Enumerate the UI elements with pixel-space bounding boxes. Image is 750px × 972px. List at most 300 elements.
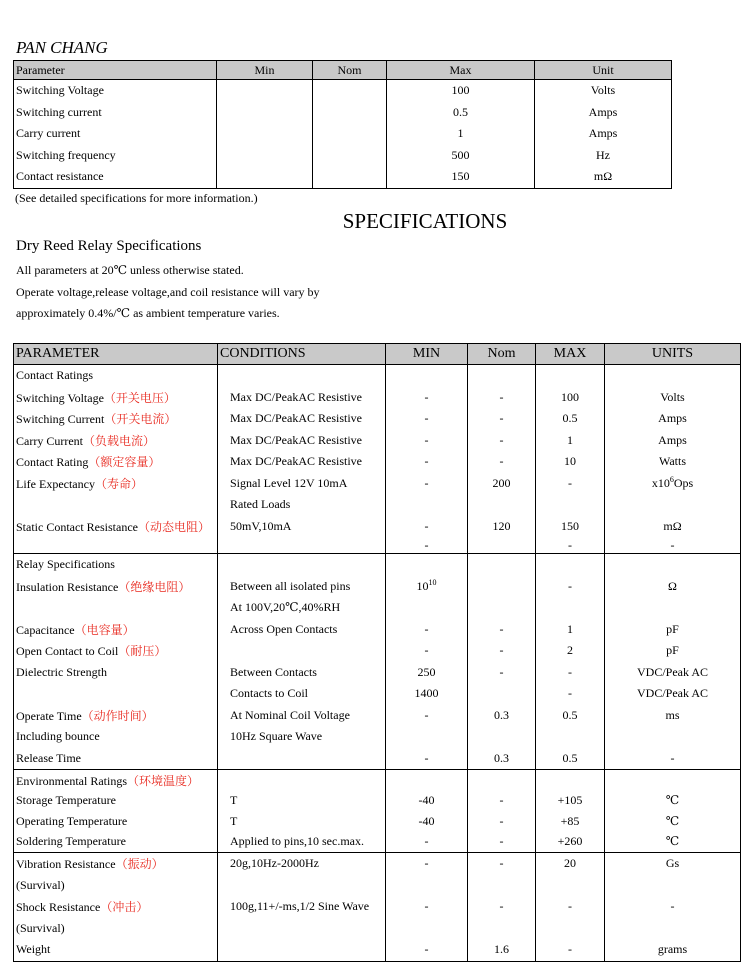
parameter-name: Environmental Ratings	[16, 773, 127, 788]
unit-value: Gs	[665, 856, 680, 871]
spec-cell-conditions: Contacts to Coil	[218, 683, 386, 705]
spec-cell-parameter	[14, 726, 218, 748]
spec-cell-units	[605, 705, 741, 727]
spec-cell-conditions: 50mV,10mA	[218, 516, 386, 538]
spec-cell-min	[386, 408, 468, 430]
spec-row	[14, 939, 741, 961]
parameter-name: Vibration Resistance	[16, 857, 116, 872]
parameter-chinese-name: （电容量）	[74, 622, 135, 637]
spec-cell-units	[605, 494, 741, 516]
spec-header-min: MIN	[386, 344, 468, 365]
spec-cell-nom	[468, 875, 536, 897]
summary-cell-param: Contact resistance	[14, 166, 217, 188]
min-value: 1400	[414, 686, 439, 701]
min-value: -	[424, 942, 429, 957]
spec-row	[14, 554, 741, 576]
spec-cell-min	[386, 597, 468, 619]
spec-cell-max: 0.5	[536, 408, 605, 430]
spec-cell-conditions	[218, 918, 386, 940]
spec-cell-nom	[468, 494, 536, 516]
spec-cell-units	[605, 516, 741, 538]
spec-cell-units	[605, 832, 741, 853]
spec-cell-nom: -	[468, 451, 536, 473]
spec-cell-min	[386, 365, 468, 387]
spec-cell-conditions	[218, 875, 386, 897]
unit-value: -	[670, 537, 675, 552]
spec-cell-units	[605, 473, 741, 495]
spec-cell-nom: -	[468, 430, 536, 452]
parameter-chinese-name: （耐压）	[118, 644, 167, 659]
spec-cell-min	[386, 537, 468, 554]
spec-cell-nom: 1.6	[468, 939, 536, 961]
min-value: -	[424, 621, 429, 636]
unit-exponent: 6	[669, 475, 674, 485]
spec-cell-units	[605, 875, 741, 897]
spec-header-max: MAX	[536, 344, 605, 365]
spec-row	[14, 896, 741, 918]
parameter-name: Including bounce	[16, 729, 100, 744]
spec-cell-conditions: Between all isolated pins	[218, 576, 386, 598]
summary-cell-nom	[313, 166, 387, 188]
spec-cell-parameter	[14, 619, 218, 641]
spec-cell-parameter	[14, 662, 218, 684]
parameter-name: Release Time	[16, 750, 81, 765]
summary-cell-min	[217, 80, 313, 102]
spec-cell-nom	[468, 726, 536, 748]
spec-cell-min	[386, 554, 468, 576]
spec-cell-nom: -	[468, 640, 536, 662]
parameter-name: (Survival)	[16, 877, 65, 892]
parameter-name: Soldering Temperature	[16, 834, 126, 849]
spec-cell-conditions: Max DC/PeakAC Resistive	[218, 387, 386, 409]
spec-row	[14, 576, 741, 598]
summary-row	[14, 166, 672, 188]
summary-cell-min	[217, 102, 313, 124]
spec-cell-max: -	[536, 576, 605, 598]
spec-row	[14, 365, 741, 387]
spec-row	[14, 451, 741, 473]
unit-value: Watts	[658, 454, 687, 469]
spec-cell-min	[386, 748, 468, 770]
spec-cell-units	[605, 387, 741, 409]
spec-cell-min	[386, 494, 468, 516]
summary-row	[14, 145, 672, 167]
spec-row	[14, 597, 741, 619]
unit-value: Ω	[668, 578, 677, 593]
spec-cell-units	[605, 770, 741, 791]
spec-cell-nom: -	[468, 811, 536, 832]
parameter-name: Contact Ratings	[16, 368, 93, 383]
spec-row	[14, 619, 741, 641]
spec-row	[14, 430, 741, 452]
spec-cell-units	[605, 791, 741, 812]
spec-cell-conditions: At Nominal Coil Voltage	[218, 705, 386, 727]
spec-cell-nom	[468, 365, 536, 387]
min-value: -	[424, 899, 429, 914]
spec-cell-units	[605, 726, 741, 748]
spec-cell-units	[605, 748, 741, 770]
spec-cell-parameter	[14, 408, 218, 430]
spec-cell-max	[536, 875, 605, 897]
min-value: -	[424, 643, 429, 658]
summary-cell-nom	[313, 80, 387, 102]
spec-row	[14, 832, 741, 853]
unit-value: ℃	[665, 813, 680, 828]
spec-cell-min	[386, 640, 468, 662]
spec-cell-min	[386, 473, 468, 495]
summary-row	[14, 123, 672, 145]
spec-cell-min	[386, 619, 468, 641]
summary-cell-nom	[313, 145, 387, 167]
spec-row	[14, 640, 741, 662]
unit-value: VDC/Peak AC	[636, 686, 708, 701]
spec-cell-max: 0.5	[536, 748, 605, 770]
spec-cell-units	[605, 918, 741, 940]
spec-cell-min	[386, 387, 468, 409]
parameter-chinese-name: （环境温度）	[126, 773, 199, 788]
spec-row	[14, 811, 741, 832]
spec-cell-conditions: 10Hz Square Wave	[218, 726, 386, 748]
specifications-table	[13, 343, 741, 962]
spec-cell-units	[605, 811, 741, 832]
parameter-name: Insulation Resistance	[16, 579, 119, 594]
spec-cell-parameter	[14, 918, 218, 940]
spec-header-row	[14, 344, 741, 365]
spec-cell-nom: -	[468, 791, 536, 812]
spec-cell-units	[605, 939, 741, 961]
spec-cell-conditions: Applied to pins,10 sec.max.	[218, 832, 386, 853]
unit-value: Amps	[658, 432, 687, 447]
spec-cell-max: -	[536, 662, 605, 684]
spec-cell-parameter	[14, 791, 218, 812]
spec-cell-conditions	[218, 748, 386, 770]
summary-cell-unit: mΩ	[535, 166, 672, 188]
brand-name: PAN CHANG	[16, 38, 108, 57]
spec-cell-nom: 200	[468, 473, 536, 495]
min-value: -	[424, 834, 429, 849]
section-subtitle: Dry Reed Relay Specifications	[16, 238, 202, 254]
spec-cell-parameter	[14, 875, 218, 897]
spec-cell-max	[536, 494, 605, 516]
parameter-name: Capacitance	[16, 622, 75, 637]
min-value: -	[424, 454, 429, 469]
parameter-name: Operate Time	[16, 708, 82, 723]
parameter-chinese-name: （冲击）	[100, 900, 149, 915]
spec-cell-max: -	[536, 473, 605, 495]
parameter-name: Dielectric Strength	[16, 664, 107, 679]
intro-line: approximately 0.4%/℃ as ambient temperature varies.	[16, 306, 280, 320]
spec-cell-parameter	[14, 939, 218, 961]
summary-cell-min	[217, 166, 313, 188]
spec-cell-conditions: T	[218, 811, 386, 832]
unit-value: mΩ	[663, 518, 682, 533]
spec-cell-min	[386, 918, 468, 940]
spec-cell-conditions	[218, 770, 386, 791]
spec-cell-nom	[468, 537, 536, 554]
unit-value: Amps	[658, 411, 687, 426]
spec-row	[14, 494, 741, 516]
spec-cell-nom: -	[468, 832, 536, 853]
spec-cell-max: -	[536, 683, 605, 705]
spec-row	[14, 662, 741, 684]
min-value: -	[424, 432, 429, 447]
spec-cell-nom: -	[468, 853, 536, 875]
spec-row	[14, 408, 741, 430]
unit-value: pF	[666, 621, 679, 636]
spec-cell-parameter	[14, 537, 218, 554]
summary-cell-min	[217, 123, 313, 145]
spec-cell-units	[605, 430, 741, 452]
parameter-chinese-name: （绝缘电阻）	[118, 579, 191, 594]
spec-cell-units	[605, 554, 741, 576]
summary-cell-param: Switching current	[14, 102, 217, 124]
spec-row	[14, 537, 741, 554]
spec-cell-conditions	[218, 939, 386, 961]
spec-cell-max	[536, 918, 605, 940]
parameter-chinese-name: （开关电压）	[103, 390, 176, 405]
summary-header-nom: Nom	[313, 61, 387, 80]
summary-header-parameter: Parameter	[14, 61, 217, 80]
spec-cell-max: +105	[536, 791, 605, 812]
spec-cell-parameter	[14, 494, 218, 516]
spec-cell-max: 20	[536, 853, 605, 875]
parameter-name: Switching Current	[16, 412, 105, 427]
summary-cell-max: 100	[387, 80, 535, 102]
summary-cell-nom	[313, 102, 387, 124]
spec-cell-conditions	[218, 554, 386, 576]
summary-row	[14, 80, 672, 102]
summary-cell-min	[217, 145, 313, 167]
min-value: 250	[417, 664, 436, 679]
unit-value: Volts	[660, 389, 685, 404]
spec-cell-units	[605, 683, 741, 705]
summary-cell-unit: Amps	[535, 102, 672, 124]
spec-cell-units	[605, 451, 741, 473]
min-exponent: 10	[428, 578, 437, 588]
spec-cell-parameter	[14, 705, 218, 727]
spec-cell-min	[386, 770, 468, 791]
spec-cell-max	[536, 726, 605, 748]
spec-cell-min	[386, 705, 468, 727]
parameter-chinese-name: （振动）	[115, 857, 164, 872]
spec-cell-units	[605, 640, 741, 662]
parameter-name: Switching Voltage	[16, 390, 104, 405]
spec-cell-min	[386, 516, 468, 538]
spec-cell-nom: 0.3	[468, 705, 536, 727]
unit-value: ℃	[665, 834, 680, 849]
parameter-chinese-name: （寿命）	[94, 476, 143, 491]
spec-cell-min	[386, 662, 468, 684]
min-value: -	[424, 518, 429, 533]
spec-cell-conditions: Max DC/PeakAC Resistive	[218, 451, 386, 473]
spec-cell-max: 150	[536, 516, 605, 538]
spec-cell-max: -	[536, 537, 605, 554]
unit-value: ℃	[665, 793, 680, 808]
spec-cell-units	[605, 597, 741, 619]
spec-cell-min	[386, 576, 468, 598]
parameter-name: Storage Temperature	[16, 793, 116, 808]
spec-cell-max: +85	[536, 811, 605, 832]
parameter-name: Operating Temperature	[16, 813, 128, 828]
spec-row	[14, 683, 741, 705]
spec-cell-units	[605, 408, 741, 430]
spec-cell-conditions: Max DC/PeakAC Resistive	[218, 430, 386, 452]
spec-cell-conditions: Signal Level 12V 10mA	[218, 473, 386, 495]
spec-row	[14, 387, 741, 409]
spec-cell-parameter	[14, 811, 218, 832]
spec-cell-parameter	[14, 430, 218, 452]
spec-cell-parameter	[14, 576, 218, 598]
spec-row	[14, 726, 741, 748]
spec-note: (See detailed specifications for more information.)	[15, 191, 258, 205]
unit-value: -	[670, 899, 675, 914]
page-title: SPECIFICATIONS	[342, 209, 508, 233]
spec-cell-units	[605, 853, 741, 875]
spec-cell-max	[536, 365, 605, 387]
spec-cell-parameter	[14, 554, 218, 576]
spec-cell-units	[605, 365, 741, 387]
summary-cell-max: 150	[387, 166, 535, 188]
min-value: -	[424, 475, 429, 490]
spec-cell-parameter	[14, 683, 218, 705]
spec-row	[14, 705, 741, 727]
spec-cell-conditions	[218, 640, 386, 662]
min-value: -	[424, 537, 429, 552]
spec-cell-min	[386, 896, 468, 918]
parameter-name: Shock Resistance	[16, 900, 101, 915]
spec-row	[14, 473, 741, 495]
min-value: -40	[418, 813, 435, 828]
spec-cell-nom: -	[468, 408, 536, 430]
spec-cell-parameter	[14, 853, 218, 875]
summary-cell-nom	[313, 123, 387, 145]
spec-cell-min	[386, 683, 468, 705]
summary-header-row	[14, 61, 672, 80]
spec-cell-parameter	[14, 516, 218, 538]
parameter-name: Static Contact Resistance	[16, 519, 138, 534]
spec-row	[14, 875, 741, 897]
spec-row	[14, 516, 741, 538]
spec-cell-units	[605, 576, 741, 598]
unit-value: pF	[666, 643, 679, 658]
summary-header-min: Min	[217, 61, 313, 80]
spec-cell-min	[386, 430, 468, 452]
spec-row	[14, 791, 741, 812]
spec-cell-parameter	[14, 832, 218, 853]
spec-row	[14, 918, 741, 940]
spec-cell-nom	[468, 597, 536, 619]
spec-cell-parameter	[14, 896, 218, 918]
unit-value: grams	[657, 942, 688, 957]
spec-cell-min	[386, 939, 468, 961]
spec-cell-conditions: Between Contacts	[218, 662, 386, 684]
spec-cell-max: 1	[536, 430, 605, 452]
spec-cell-max: +260	[536, 832, 605, 853]
summary-header-unit: Unit	[535, 61, 672, 80]
spec-header-parameter: PARAMETER	[14, 344, 218, 365]
spec-cell-nom	[468, 918, 536, 940]
summary-cell-param: Switching Voltage	[14, 80, 217, 102]
intro-line: All parameters at 20℃ unless otherwise stated.	[16, 263, 244, 277]
spec-cell-parameter	[14, 770, 218, 791]
spec-row	[14, 853, 741, 875]
parameter-name: Contact Rating	[16, 455, 89, 470]
spec-cell-nom	[468, 683, 536, 705]
summary-cell-max: 0.5	[387, 102, 535, 124]
spec-cell-units	[605, 537, 741, 554]
spec-cell-max: -	[536, 896, 605, 918]
spec-cell-max: 100	[536, 387, 605, 409]
spec-cell-max	[536, 770, 605, 791]
min-value: -	[424, 750, 429, 765]
spec-cell-conditions: Max DC/PeakAC Resistive	[218, 408, 386, 430]
spec-cell-units	[605, 896, 741, 918]
spec-cell-conditions: 100g,11+/-ms,1/2 Sine Wave	[218, 896, 386, 918]
spec-cell-nom: -	[468, 662, 536, 684]
spec-cell-min	[386, 791, 468, 812]
spec-cell-parameter	[14, 748, 218, 770]
spec-cell-parameter	[14, 387, 218, 409]
parameter-name: Weight	[16, 942, 51, 957]
spec-cell-min	[386, 811, 468, 832]
spec-cell-parameter	[14, 451, 218, 473]
spec-cell-max: -	[536, 939, 605, 961]
spec-cell-nom: -	[468, 896, 536, 918]
min-value: -	[424, 389, 429, 404]
spec-cell-min	[386, 726, 468, 748]
min-value: -	[424, 411, 429, 426]
parameter-chinese-name: （动态电阻）	[137, 519, 210, 534]
summary-cell-max: 1	[387, 123, 535, 145]
spec-row	[14, 748, 741, 770]
spec-cell-conditions	[218, 365, 386, 387]
summary-cell-param: Switching frequency	[14, 145, 217, 167]
min-value: -	[424, 856, 429, 871]
spec-cell-conditions: At 100V,20℃,40%RH	[218, 597, 386, 619]
spec-cell-conditions: T	[218, 791, 386, 812]
unit-value: VDC/Peak AC	[636, 664, 708, 679]
summary-table	[13, 60, 672, 189]
spec-cell-min	[386, 832, 468, 853]
spec-cell-conditions: Across Open Contacts	[218, 619, 386, 641]
spec-cell-min	[386, 451, 468, 473]
unit-value: -	[670, 750, 675, 765]
spec-cell-max: 1	[536, 619, 605, 641]
min-value: -40	[418, 793, 435, 808]
spec-cell-nom	[468, 770, 536, 791]
spec-cell-parameter	[14, 473, 218, 495]
spec-header-units: UNITS	[605, 344, 741, 365]
unit-suffix: Ops	[673, 476, 694, 491]
spec-header-nom: Nom	[468, 344, 536, 365]
min-value: -	[424, 707, 429, 722]
unit-value: ms	[665, 707, 680, 722]
summary-cell-unit: Amps	[535, 123, 672, 145]
spec-cell-nom: 120	[468, 516, 536, 538]
spec-cell-min	[386, 853, 468, 875]
spec-cell-max: 10	[536, 451, 605, 473]
parameter-name: (Survival)	[16, 920, 65, 935]
parameter-chinese-name: （开关电流）	[104, 412, 177, 427]
spec-cell-nom: -	[468, 387, 536, 409]
spec-cell-conditions: Rated Loads	[218, 494, 386, 516]
parameter-chinese-name: （负载电流）	[82, 433, 155, 448]
summary-row	[14, 102, 672, 124]
summary-cell-unit: Volts	[535, 80, 672, 102]
intro-line: Operate voltage,release voltage,and coil resistance will vary by	[16, 285, 320, 299]
spec-cell-units	[605, 619, 741, 641]
spec-cell-nom: -	[468, 619, 536, 641]
